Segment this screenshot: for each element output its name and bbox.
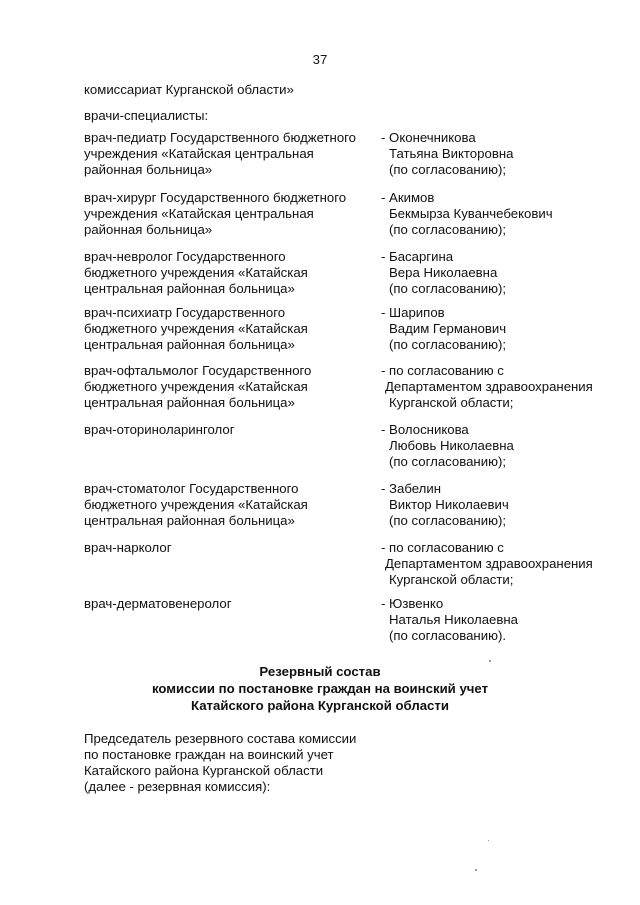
person-line: Татьяна Викторовна [389, 146, 514, 161]
role-psychiatrist [84, 305, 308, 353]
role-line: центральная районная больница» [84, 337, 295, 352]
role-line: учреждения «Катайская центральная [84, 206, 314, 221]
role-line: врач-дерматовенеролог [84, 596, 232, 611]
person-line: - Юзвенко [381, 596, 444, 611]
reserve-heading-line: комиссии по постановке граждан на воинский учет [151, 681, 489, 696]
reserve-heading-line: Резервный состав [259, 664, 381, 679]
person-line: - Волосникова [381, 422, 469, 437]
chairman-line: Катайского района Курганской области [84, 763, 324, 778]
role-line: бюджетного учреждения «Катайская [84, 497, 308, 512]
person-line: Вера Николаевна [389, 265, 498, 280]
person-line: - Акимов [381, 190, 435, 205]
role-surgeon [84, 190, 346, 238]
role-line: бюджетного учреждения «Катайская [84, 379, 308, 394]
role-line: врач-невролог Государственного [84, 249, 286, 264]
role-line: врач-офтальмолог Государственного [84, 363, 312, 378]
person-otolaryngologist [381, 422, 514, 470]
role-otolaryngologist [84, 422, 235, 438]
person-line: (по согласованию); [389, 337, 507, 352]
role-line: районная больница» [84, 222, 213, 237]
role-pediatrician [84, 130, 356, 178]
person-line: Департаментом здравоохранения [385, 556, 593, 571]
person-line: Курганской области; [389, 572, 514, 587]
role-line: районная больница» [84, 162, 213, 177]
person-line: - по согласованию с [381, 363, 504, 378]
chairman-line: по постановке граждан на воинский учет [84, 747, 334, 762]
person-dermatovenereologist [381, 596, 518, 644]
person-surgeon [381, 190, 553, 238]
person-line: - по согласованию с [381, 540, 504, 555]
chairman-line: (далее - резервная комиссия): [84, 779, 271, 794]
person-line: Любовь Николаевна [389, 438, 514, 453]
person-line: - Оконечникова [381, 130, 476, 145]
person-line: Бекмырза Куванчебекович [389, 206, 553, 221]
role-line: врач-педиатр Государственного бюджетного [84, 130, 357, 145]
chairman-line: Председатель резервного состава комиссии [84, 731, 357, 746]
role-line: врач-оториноларинголог [84, 422, 235, 437]
person-psychiatrist [381, 305, 506, 353]
person-line: (по согласованию). [389, 628, 507, 643]
continuation-line: комиссариат Курганской области» [84, 82, 294, 97]
person-neurologist [381, 249, 506, 297]
chairman-text [84, 731, 356, 795]
role-line: бюджетного учреждения «Катайская [84, 321, 308, 336]
role-line: центральная районная больница» [84, 513, 295, 528]
specialists-heading: врачи-специалисты: [84, 108, 209, 123]
role-line: учреждения «Катайская центральная [84, 146, 314, 161]
scan-speck [488, 840, 489, 841]
role-line: бюджетного учреждения «Катайская [84, 265, 308, 280]
person-line: Курганской области; [389, 395, 514, 410]
scan-speck [475, 869, 477, 871]
role-line: врач-хирург Государственного бюджетного [84, 190, 347, 205]
person-narcologist [381, 540, 593, 588]
person-line: Департаментом здравоохранения [385, 379, 593, 394]
person-pediatrician [381, 130, 513, 178]
page-number: 37 [312, 52, 328, 67]
role-neurologist [84, 249, 308, 297]
role-line: врач-психиатр Государственного [84, 305, 286, 320]
person-line: - Басаргина [381, 249, 454, 264]
person-line: Наталья Николаевна [389, 612, 519, 627]
scan-speck [489, 660, 491, 662]
person-line: (по согласованию); [389, 162, 507, 177]
role-line: врач-стоматолог Государственного [84, 481, 299, 496]
person-line: Виктор Николаевич [389, 497, 509, 512]
person-ophthalmologist [381, 363, 593, 411]
role-line: врач-нарколог [84, 540, 172, 555]
person-line: (по согласованию); [389, 513, 507, 528]
person-line: - Шарипов [381, 305, 445, 320]
role-dermatovenereologist [84, 596, 232, 612]
person-dentist [381, 481, 509, 529]
reserve-heading-line: Катайского района Курганской области [191, 698, 449, 713]
role-line: центральная районная больница» [84, 395, 295, 410]
person-line: - Забелин [381, 481, 441, 496]
role-line: центральная районная больница» [84, 281, 295, 296]
role-narcologist [84, 540, 172, 556]
person-line: (по согласованию); [389, 222, 507, 237]
person-line: Вадим Германович [389, 321, 507, 336]
role-dentist [84, 481, 308, 529]
person-line: (по согласованию); [389, 454, 507, 469]
role-ophthalmologist [84, 363, 311, 411]
person-line: (по согласованию); [389, 281, 507, 296]
